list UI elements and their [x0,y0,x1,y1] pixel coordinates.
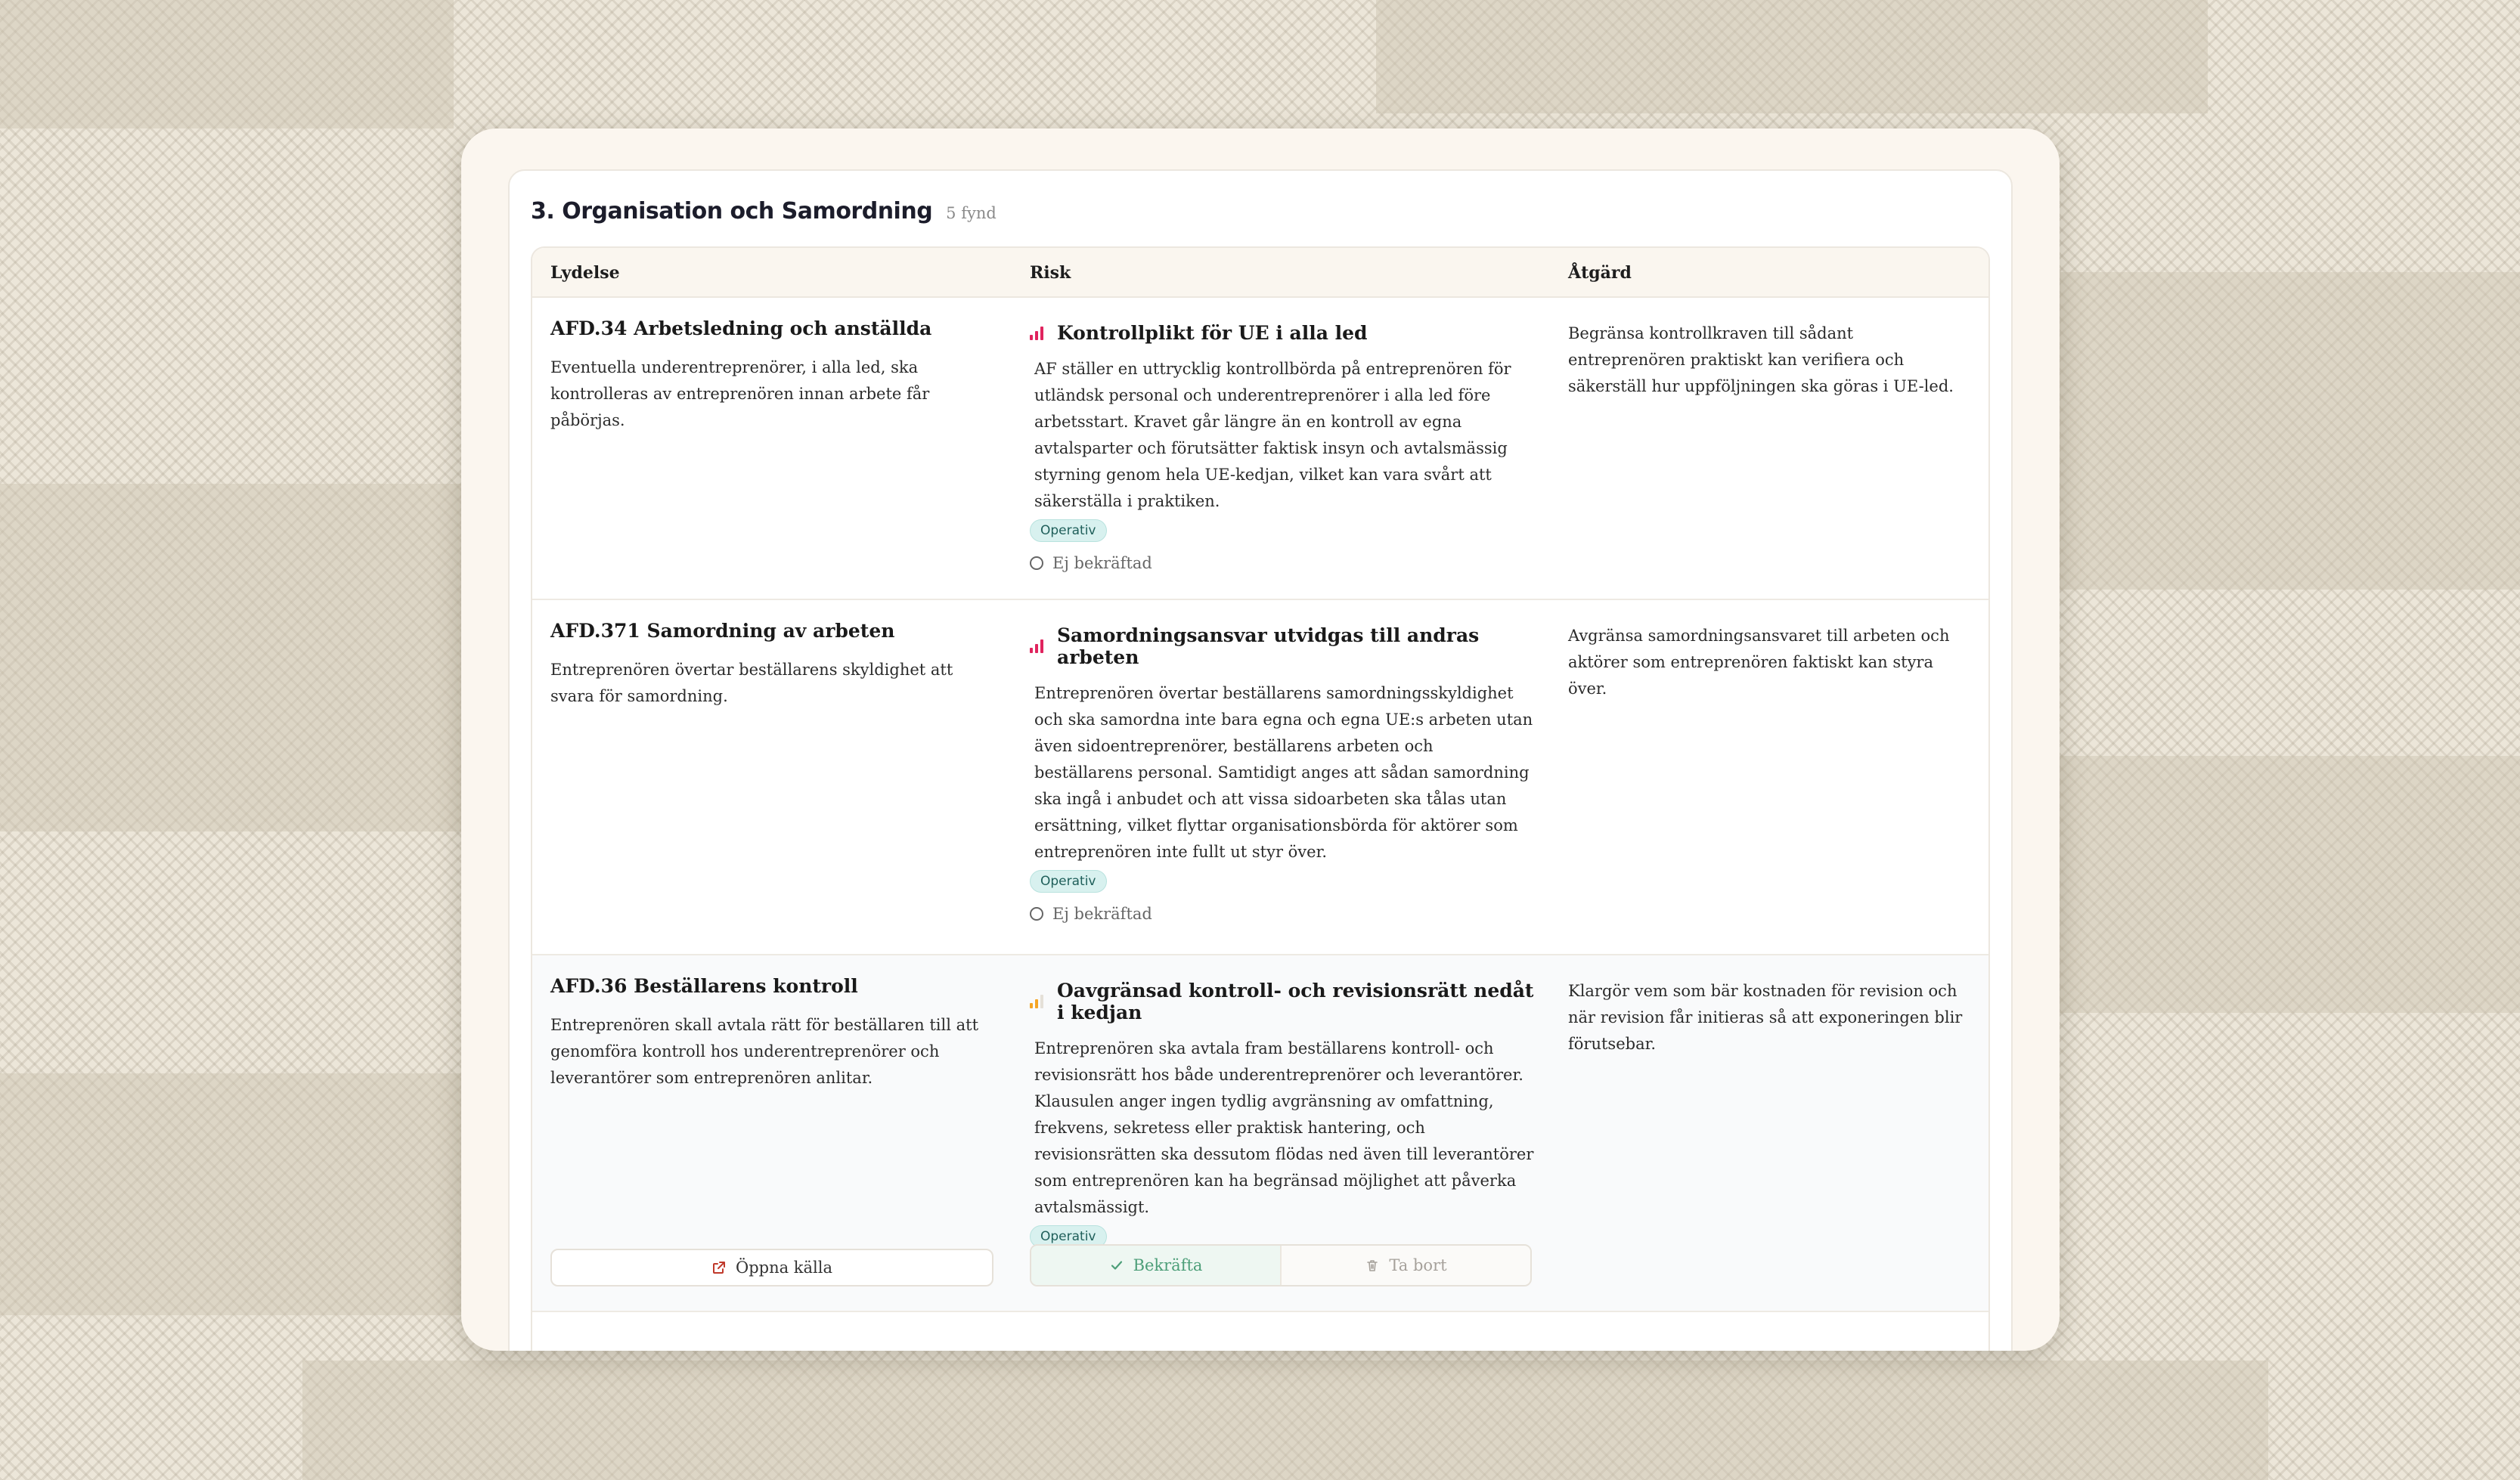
background-band [0,484,461,831]
risk-header [1030,322,1536,344]
table-row[interactable] [532,955,1988,1312]
status-indicator[interactable] [1030,554,1536,572]
table-header [532,248,1988,298]
action-cell [1568,320,1969,400]
background-band [2060,756,2520,1013]
risk-text: Entreprenören ska avtala fram beställarens kontroll- och revisionsrätt hos både underentreprenörer och leverantörer. Klausulen anger ingen tydlig avgränsning av omfattning, frekvens, sekretess eller praktisk hantering, och revisionsrätten ska dessutom flödas ned även till leverantörer som entreprenören kan ha begränsad möjlighet att påverka avtalsmässigt. [1034,1039,1534,1216]
remove-button[interactable] [1280,1246,1530,1285]
action-cell [1568,978,1969,1057]
risk-header [1030,980,1536,1023]
device-frame [461,128,2060,1351]
risk-text: AF ställer en uttrycklig kontrollbörda på entreprenören för utländsk personal och underentreprenörer i alla led före arbetsstart. Kravet går längre än en kontroll av egna avtalsparter och förutsätter faktisk insyn och avtalsmässig styrning genom hela UE-kedjan, vilket kan vara svårt att säkerställa i praktiken. [1034,360,1511,510]
trash-icon [1365,1258,1380,1273]
section-header [531,198,997,224]
column-header-atgard: Åtgärd [1568,263,1632,283]
remove-label: Ta bort [1389,1256,1447,1274]
confirm-label: Bekräfta [1133,1256,1203,1274]
signal-bars-icon [1030,639,1043,653]
findings-table [531,246,1990,1351]
risk-cell [1030,980,1536,1248]
clause-cell [550,620,989,710]
clause-text: Entreprenören skall avtala rätt för beställaren till att genomföra kontroll hos underentreprenörer och leverantörer som entreprenören anlitar. [550,1016,979,1087]
table-row[interactable] [532,298,1988,600]
clause-text: Entreprenören övertar beställarens skyldighet att svara för samordning. [550,661,953,705]
action-cell [1568,623,1969,702]
clause-title: AFD.36 Beställarens kontroll [550,975,858,997]
column-header-lydelse: Lydelse [550,263,620,283]
findings-count: 5 fynd [946,204,997,222]
findings-panel [508,169,2013,1351]
column-header-risk: Risk [1030,263,1071,283]
open-source-label: Öppna källa [735,1259,833,1277]
check-icon [1109,1258,1124,1273]
risk-cell [1030,322,1536,572]
clause-title: AFD.34 Arbetsledning och anställda [550,317,932,339]
status-label: Ej bekräftad [1052,905,1152,923]
confirm-remove-group [1030,1244,1532,1286]
status-label: Ej bekräftad [1052,554,1152,572]
category-badge: Operativ [1030,519,1107,542]
clause-text: Eventuella underentreprenörer, i alla led, ska kontrolleras av entreprenören innan arbete får påbörjas. [550,358,930,429]
confirm-button[interactable] [1031,1246,1280,1285]
risk-title: Kontrollplikt för UE i alla led [1057,322,1368,344]
background-band [0,1073,461,1315]
clause-title: AFD.371 Samordning av arbeten [550,620,895,642]
background-band [0,0,454,128]
status-indicator[interactable] [1030,905,1536,923]
circle-outline-icon [1030,907,1043,921]
action-text: Begränsa kontrollkraven till sådant entreprenören praktiskt kan verifiera och säkerställ hur uppföljningen ska göras i UE-led. [1568,324,1954,395]
risk-text: Entreprenören övertar beställarens samordningsskyldighet och ska samordna inte bara egna och egna UE:s arbeten utan även sidoentreprenörer, beställarens arbeten och beställarens personal. Samtidigt anges att sådan samordning ska ingå i anbudet och att vissa sidoarbeten ska tålas utan ersättning, vilket flyttar organisationsbörda för aktörer som entreprenören inte fullt ut styr över. [1034,684,1533,861]
risk-title: Samordningsansvar utvidgas till andras arbeten [1057,624,1480,668]
circle-outline-icon [1030,556,1043,570]
section-title: 3. Organisation och Samordning [531,198,933,224]
action-text: Avgränsa samordningsansvaret till arbeten och aktörer som entreprenören faktiskt kan styra över. [1568,627,1950,698]
background-band [2060,272,2520,590]
signal-bars-icon [1030,327,1043,340]
risk-header [1030,624,1536,668]
clause-cell [550,317,989,434]
category-badge: Operativ [1030,1225,1107,1248]
open-source-button[interactable] [550,1249,993,1286]
risk-cell [1030,624,1536,923]
table-row[interactable] [532,600,1988,955]
risk-title: Oavgränsad kontroll- och revisionsrätt nedåt i kedjan [1057,980,1534,1023]
external-link-icon [711,1260,727,1275]
background-band [302,1361,2268,1480]
signal-bars-icon [1030,995,1043,1008]
background-band [1376,0,2208,113]
clause-cell [550,975,989,1091]
category-badge: Operativ [1030,870,1107,893]
action-text: Klargör vem som bär kostnaden för revision och när revision får initieras så att exponeringen blir förutsebar. [1568,982,1963,1053]
